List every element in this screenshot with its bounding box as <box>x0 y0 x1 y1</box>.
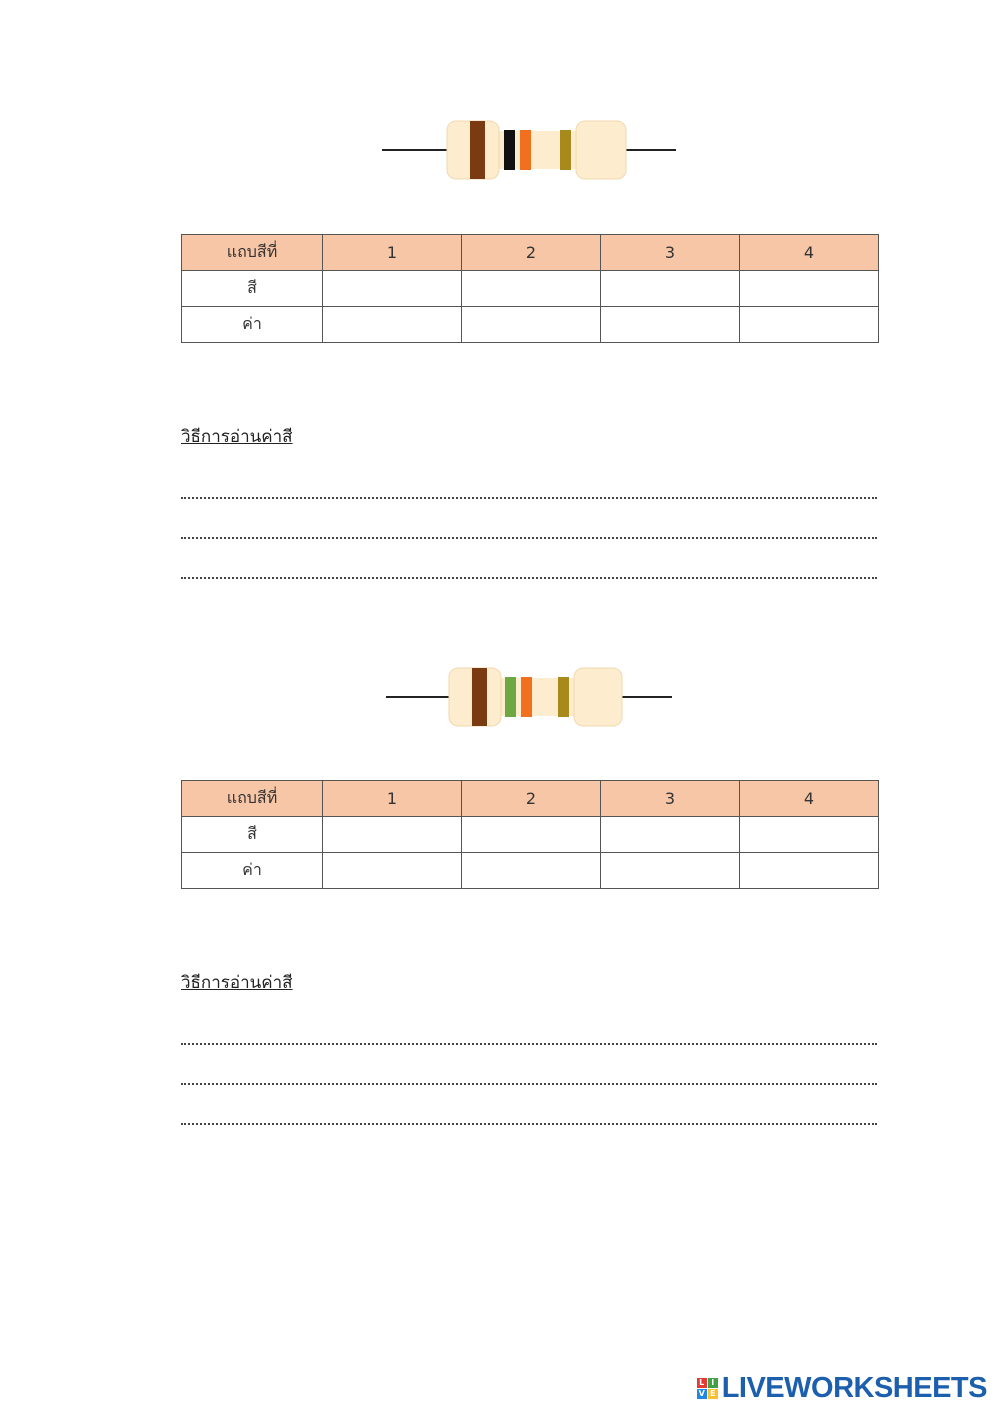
color-cell-3[interactable] <box>601 271 740 307</box>
table-row-color <box>182 271 879 307</box>
logo-grid-icon <box>697 1378 718 1399</box>
color-cell-2[interactable] <box>462 271 601 307</box>
answer-line-6[interactable] <box>181 1123 877 1125</box>
value-cell-1[interactable] <box>323 853 462 889</box>
color-cell-4[interactable] <box>740 271 879 307</box>
resistor-2-image <box>384 665 676 729</box>
table-row-color <box>182 817 879 853</box>
section-heading-2: วิธีการอ่านค่าสี <box>181 973 293 993</box>
logo-grid-square: I <box>708 1378 718 1388</box>
value-cell-4[interactable] <box>740 307 879 343</box>
color-cell-4[interactable] <box>740 817 879 853</box>
header-band-2: 2 <box>462 781 601 817</box>
resistor-cap-right <box>576 121 626 179</box>
section-heading-1: วิธีการอ่านค่าสี <box>181 427 293 447</box>
answer-line-3[interactable] <box>181 577 877 579</box>
header-band-2: 2 <box>462 235 601 271</box>
header-band-1: 1 <box>323 235 462 271</box>
header-band-3: 3 <box>601 235 740 271</box>
answer-line-2[interactable] <box>181 537 877 539</box>
logo-grid-square: V <box>698 1389 705 1398</box>
value-cell-2[interactable] <box>462 853 601 889</box>
row-label-value: ค่า <box>182 853 323 889</box>
resistor-band-4 <box>558 677 569 717</box>
header-band-4: 4 <box>740 235 879 271</box>
liveworksheets-logo <box>697 1372 987 1405</box>
table-header-row <box>182 781 879 817</box>
header-band-label: แถบสีที่ <box>182 235 323 271</box>
header-band-4: 4 <box>740 781 879 817</box>
row-label-value: ค่า <box>182 307 323 343</box>
resistor-band-1 <box>470 121 485 179</box>
logo-grid-square: E <box>708 1389 718 1399</box>
answer-line-1[interactable] <box>181 497 877 499</box>
answer-line-4[interactable] <box>181 1043 877 1045</box>
band-table-1 <box>181 234 879 343</box>
value-cell-1[interactable] <box>323 307 462 343</box>
resistor-band-2 <box>505 677 516 717</box>
band-table-2 <box>181 780 879 889</box>
value-cell-4[interactable] <box>740 853 879 889</box>
color-cell-1[interactable] <box>323 817 462 853</box>
resistor-band-4 <box>560 130 571 170</box>
header-band-1: 1 <box>323 781 462 817</box>
row-label-color: สี <box>182 817 323 853</box>
logo-grid-square: L <box>697 1378 707 1388</box>
resistor-1-image <box>380 118 680 182</box>
value-cell-3[interactable] <box>601 307 740 343</box>
color-cell-3[interactable] <box>601 817 740 853</box>
logo-wordmark: LIVEWORKSHEETS <box>721 1372 987 1404</box>
resistor-cap-right <box>574 668 622 726</box>
header-band-label: แถบสีที่ <box>182 781 323 817</box>
table-row-value <box>182 853 879 889</box>
answer-line-5[interactable] <box>181 1083 877 1085</box>
value-cell-3[interactable] <box>601 853 740 889</box>
resistor-band-3 <box>521 677 532 717</box>
table-header-row <box>182 235 879 271</box>
value-cell-2[interactable] <box>462 307 601 343</box>
color-cell-2[interactable] <box>462 817 601 853</box>
table-row-value <box>182 307 879 343</box>
row-label-color: สี <box>182 271 323 307</box>
resistor-band-1 <box>472 668 487 726</box>
resistor-band-2 <box>504 130 515 170</box>
resistor-band-3 <box>520 130 531 170</box>
color-cell-1[interactable] <box>323 271 462 307</box>
header-band-3: 3 <box>601 781 740 817</box>
